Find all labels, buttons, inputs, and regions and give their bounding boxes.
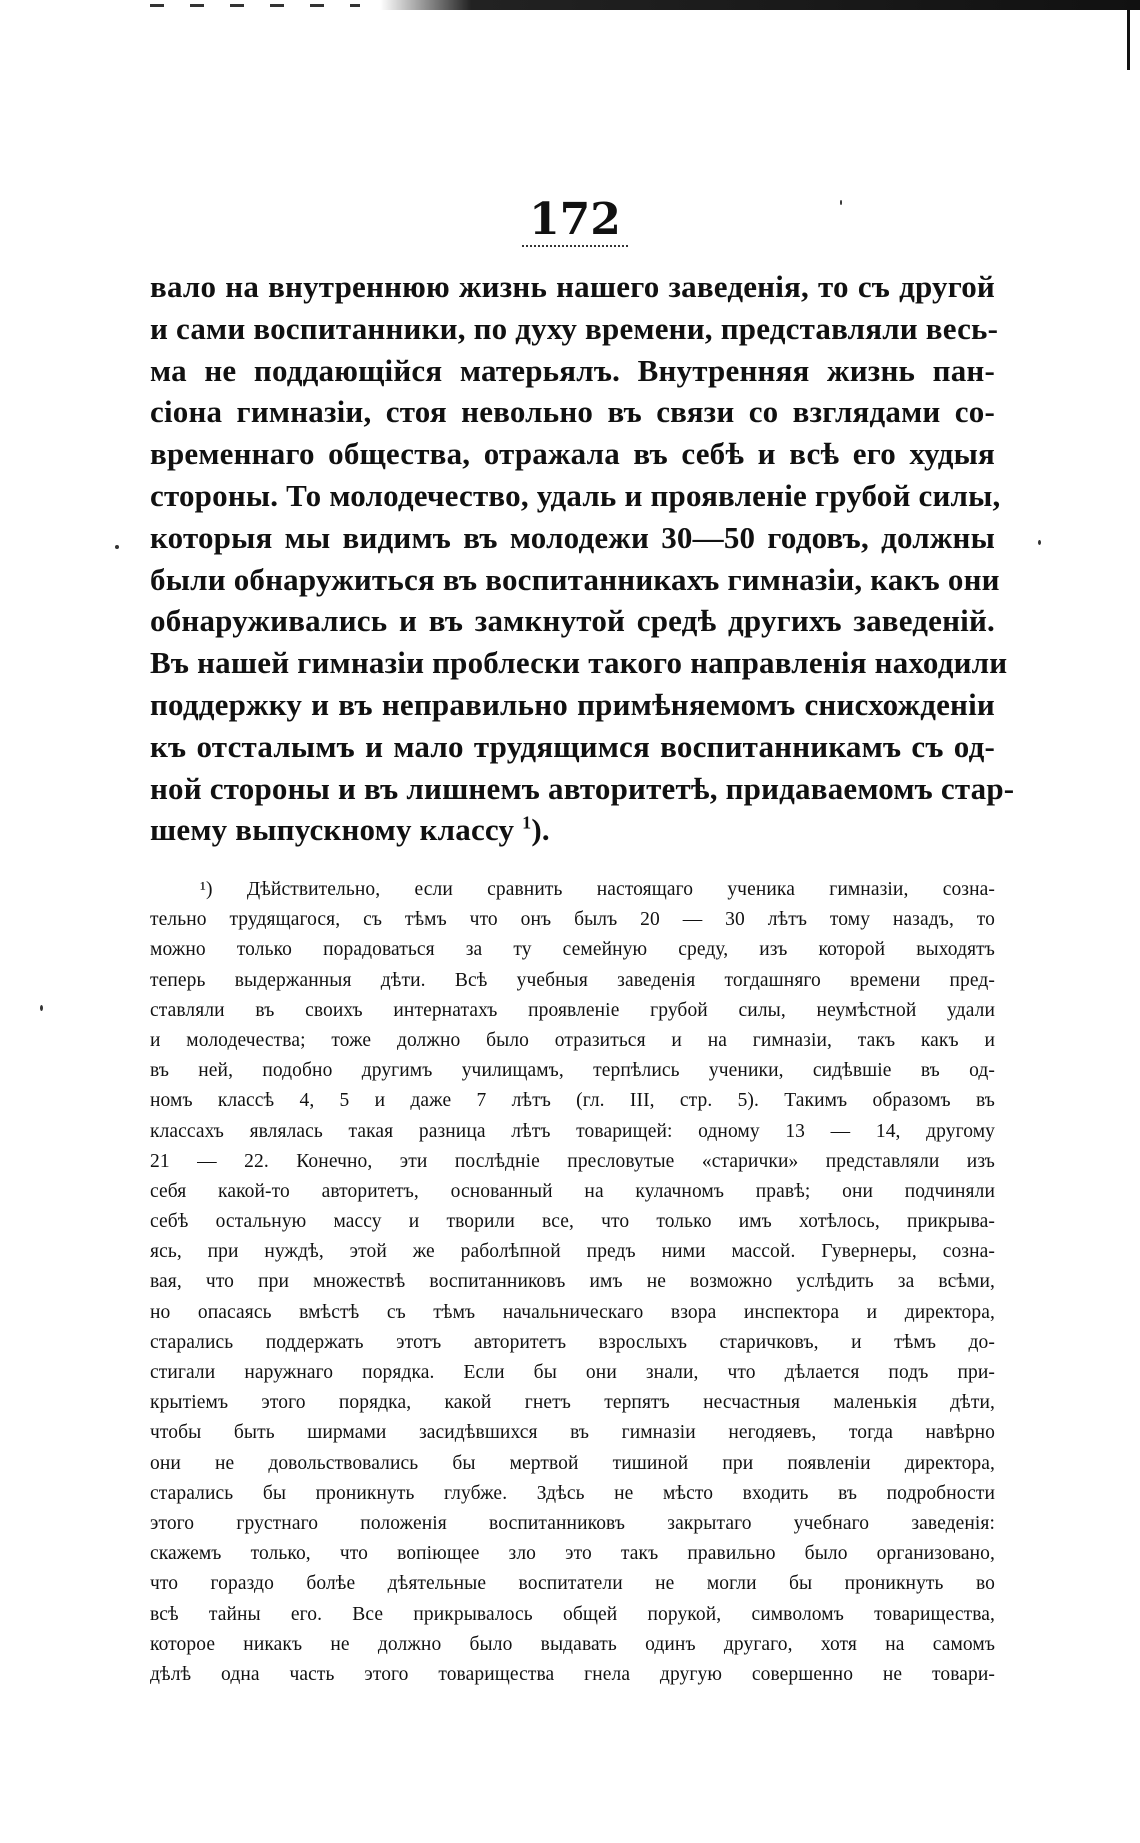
text-line: вало на внутреннюю жизнь нашего заведенія, то съ другой <box>150 269 995 304</box>
footnote-line: можно только порадоваться за ту семейную среду, изъ которой выходятъ <box>150 939 995 961</box>
text-line: временнаго общества, отражала въ себѣ и всѣ его худыя <box>150 436 995 472</box>
footnote-line: дѣлѣ одна часть этого товарищества гнела другую совершенно не товари- <box>150 1663 995 1685</box>
text-line: обнаруживались и въ замкнутой средѣ другихъ заведеній. <box>150 603 995 639</box>
footnote-line: старались поддержать этотъ авторитетъ взрослыхъ старичковъ, и тѣмъ до- <box>150 1331 995 1353</box>
footnote-line: теперь выдержанныя дѣти. Всѣ учебныя заведенія тогдашняго времени пред- <box>150 969 995 991</box>
footnote-line: всѣ тайны его. Все прикрывалось общей порукой, символомъ товарищества, <box>150 1603 995 1625</box>
footnote-line: классахъ являлась такая разница лѣтъ товарищей: одному 13 — 14, другому <box>150 1120 995 1142</box>
text-line: поддержку и въ неправильно примѣняемомъ снисхожденіи <box>150 686 995 722</box>
footnote-line: чтобы быть ширмами засидѣвшихся въ гимназіи негодяевъ, тогда навѣрно <box>150 1422 995 1444</box>
footnote-line: крытіемъ этого порядка, какой гнетъ терпятъ несчастныя маленькія дѣти, <box>150 1392 995 1414</box>
footnote-line: тельно трудящагося, съ тѣмъ что онъ былъ 20 — 30 лѣтъ тому назадъ, то <box>150 909 995 931</box>
footnote-line <box>150 875 995 905</box>
scan-speck <box>840 200 842 205</box>
text-line: которыя мы видимъ въ молодежи 30—50 годовъ, должны <box>150 519 995 555</box>
scan-top-border <box>380 0 1140 10</box>
text-line-tail: ). <box>531 812 550 848</box>
footnote-line: 21 — 22. Конечно, эти послѣдніе пресловутые «старички» представляли изъ <box>150 1150 995 1172</box>
footnote-line: въ ней, подобно другимъ училищамъ, терпѣлись ученики, сидѣвшіе въ од- <box>150 1060 995 1082</box>
footnote-line: стигали наружнаго порядка. Если бы они знали, что дѣлается подъ при- <box>150 1362 995 1383</box>
scan-speck <box>1038 540 1041 545</box>
footnote-line: они не довольствовались бы мертвой тишиной при появленіи директора, <box>150 1452 995 1474</box>
scan-speck <box>40 1005 43 1011</box>
footnote-line: скажемъ только, что вопіющее зло это такъ правильно было организовано, <box>150 1543 995 1565</box>
text-line: ма не поддающійся матерьялъ. Внутренняя жизнь пан- <box>150 352 995 388</box>
footnote-line: ставляли въ своихъ интернатахъ проявленіе грубой силы, неумѣстной удали <box>150 999 995 1021</box>
footnote-line: ясь, при нуждѣ, этой же раболѣпной предъ ними массой. Гувернеры, сознa- <box>150 1241 995 1263</box>
text-line: стороны. То молодечество, удаль и проявленіе грубой силы, <box>150 477 1001 513</box>
footnote-line: старались бы проникнуть глубже. Здѣсь не мѣсто входить въ подробности <box>150 1482 995 1504</box>
text-line: сіона гимназіи, стоя невольно въ связи со взглядами со- <box>150 394 995 430</box>
scan-right-border <box>1127 0 1130 70</box>
footnote-line: этого грустнаго положенія воспитанниковъ закрытаго учебнаго заведенія: <box>150 1512 995 1534</box>
footnote-line: и молодечества; тоже должно было отразиться и на гимназіи, такъ какъ и <box>150 1029 995 1051</box>
footnote-line: себя какой-то авторитетъ, основанный на кулачномъ правѣ; они подчиняли <box>150 1180 995 1202</box>
text-line: къ отсталымъ и мало трудящимся воспитанникамъ съ од- <box>150 728 995 764</box>
footnote-line: вая, что при множествѣ воспитанниковъ имъ не возможно услѣдить за всѣми, <box>150 1271 995 1293</box>
footnote-marker: ¹) <box>200 879 213 900</box>
footnote-line: но опасаясь вмѣстѣ съ тѣмъ начальническаго взора инспектора и директора, <box>150 1301 995 1323</box>
footnote-line: номъ классѣ 4, 5 и даже 7 лѣтъ (гл. III, стр. 5). Такимъ образомъ въ <box>150 1090 995 1112</box>
page-number-underline <box>522 245 628 247</box>
footnote-line-text: Дѣйствительно, если сравнить настоящаго ученика гимназіи, созна- <box>246 879 995 900</box>
footnote-block <box>150 875 995 1690</box>
text-line: Въ нашей гимназіи проблески такого направленія находили <box>150 645 1008 681</box>
text-line: ной стороны и въ лишнемъ авторитетѣ, придаваемомъ стар- <box>150 770 1015 806</box>
footnote-line: которое никакъ не должно было выдавать одинъ другаго, хотя на самомъ <box>150 1633 995 1655</box>
text-line-content: шему выпускному классу <box>150 812 515 848</box>
scan-speck <box>115 545 119 549</box>
scan-edge-mark <box>150 4 360 7</box>
text-line: и сами воспитанники, по духу времени, представляли весь- <box>150 310 999 346</box>
text-line: были обнаружиться въ воспитанникахъ гимназіи, какъ они <box>150 561 1000 597</box>
footnote-line: себѣ остальную массу и творили все, что только имъ хотѣлось, прикрыва- <box>150 1211 995 1233</box>
text-line-last <box>150 809 995 851</box>
main-text-block <box>150 266 1015 851</box>
footnote-line: что гораздо болѣе дѣятельные воспитатели не могли бы проникнуть во <box>150 1573 995 1595</box>
page-number: 172 <box>529 194 621 245</box>
footnote-reference: 1 <box>522 813 532 834</box>
